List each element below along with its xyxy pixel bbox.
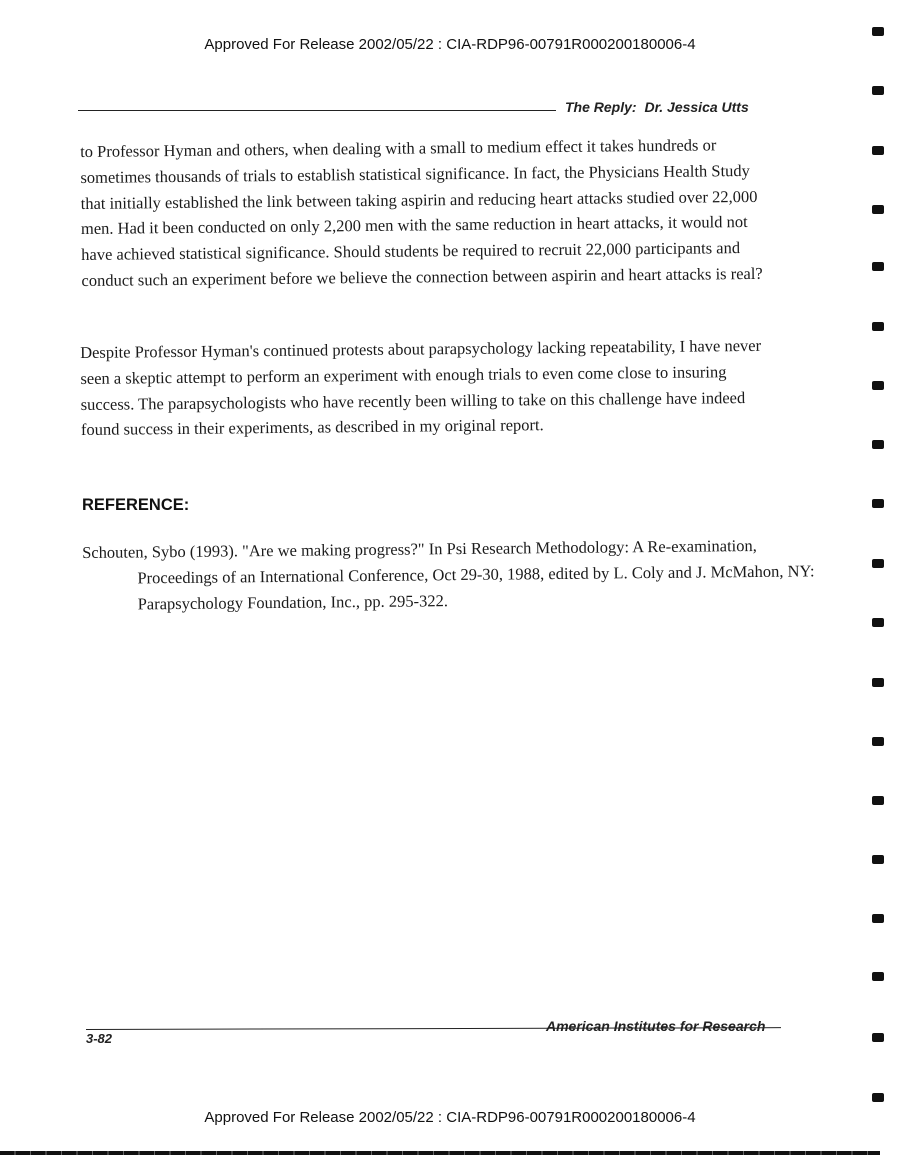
scan-bottom-edge (0, 1151, 880, 1155)
scan-edge-mark (872, 678, 884, 687)
running-head (565, 99, 780, 115)
scan-edge-mark (872, 796, 884, 805)
reference-entry: Schouten, Sybo (1993). "Are we making progress?" In Psi Research Methodology: A Re-examination, Proceedings of an International Conference, Oct 29-30, 1988, edited by L. Coly and J. McMahon, NY: Parapsychology Foundation, Inc., pp. 295-322. (82, 535, 815, 614)
scan-edge-mark (872, 322, 884, 331)
scan-edge-mark (872, 1093, 884, 1102)
release-stamp-bottom: Approved For Release 2002/05/22 : CIA-RDP96-00791R000200180006-4 (204, 1109, 696, 1126)
body-paragraph-2: Despite Professor Hyman's continued protests about parapsychology lacking repeatability, I have never seen a skeptic attempt to perform an experiment with enough trials to even come close to insuring success. The parapsychologists who have recently been willing to take on this challenge have indeed found success in their experiments, as described in my original report. (80, 335, 762, 440)
scan-edge-mark (872, 499, 884, 508)
running-head-label: The Reply: (565, 99, 637, 115)
scan-edge-mark (872, 972, 884, 981)
header-rule (78, 110, 556, 111)
reference-heading: REFERENCE: (82, 496, 190, 514)
scan-edge-mark (872, 27, 884, 36)
scan-edge-mark (872, 855, 884, 864)
running-head-author: Dr. Jessica Utts (644, 99, 749, 115)
scan-edge-mark (872, 440, 884, 449)
scan-edge-mark (872, 86, 884, 95)
scan-edge-mark (872, 146, 884, 155)
page-number: 3-82 (86, 1031, 113, 1046)
scan-edge-mark (872, 1033, 884, 1042)
release-stamp-top: Approved For Release 2002/05/22 : CIA-RDP96-00791R000200180006-4 (204, 36, 696, 53)
body-paragraph-1: to Professor Hyman and others, when dealing with a small to medium effect it takes hundreds or sometimes thousands of trials to establish statistical significance. In fact, the Physicians Health Study that initially established the link between taking aspirin and reducing heart attacks studied over 22,000 men. Had it been conducted on only 2,200 men with the same reduction in heart attacks, it would not have achieved statistical significance. Should students be required to recruit 22,000 participants and conduct such an experiment before we believe the connection between aspirin and heart attacks is real? (80, 135, 763, 290)
footer-organization: American Institutes for Research (546, 1018, 766, 1034)
scan-edge-mark (872, 381, 884, 390)
scan-edge-mark (872, 618, 884, 627)
scan-edge-mark (872, 262, 884, 271)
scan-edge-mark (872, 914, 884, 923)
scan-edge-mark (872, 205, 884, 214)
scan-edge-mark (872, 737, 884, 746)
scan-edge-mark (872, 559, 884, 568)
